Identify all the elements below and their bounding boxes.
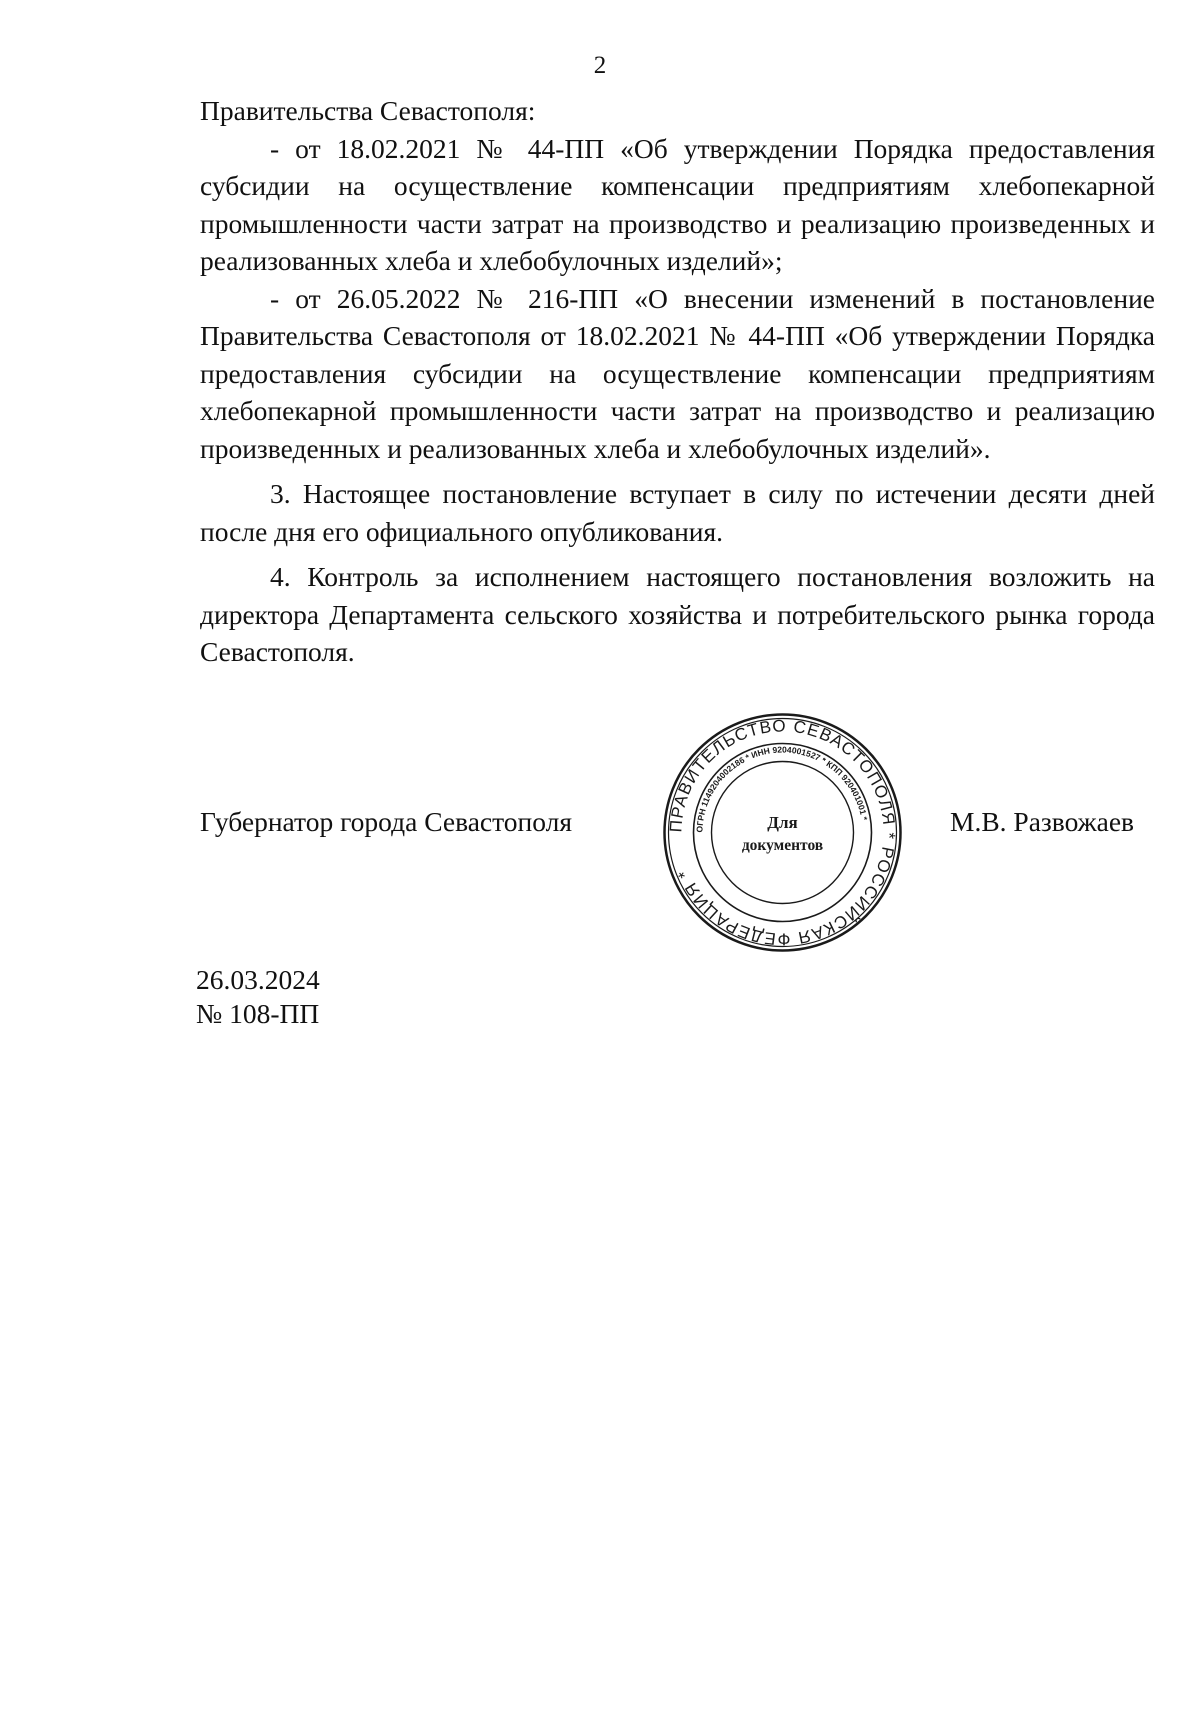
paragraph-3: 3. Настоящее постановление вступает в силу по истечении десяти дней после дня его официального опубликования. <box>200 478 1155 547</box>
document-body <box>200 92 1155 671</box>
official-seal <box>660 710 905 955</box>
seal-inner-ring <box>712 762 854 904</box>
seal-inner-text: ОГРН 1149204002186 * ИНН 9204001527 * КПП 920401001 * <box>694 744 870 833</box>
page-number: 2 <box>593 52 607 79</box>
seal-center-line2: документов <box>741 837 824 854</box>
seal-center-line1: Для <box>767 813 798 832</box>
paragraph-item-2: - от 26.05.2022 № 216-ПП «О внесении изменений в постановление Правительства Севастополя от 18.02.2021 № 44-ПП «Об утверждении Порядка предоставления субсидии на осуществление компенсации предприятиям хлебопекарной промышленности части затрат на производство и реализацию произведенных и реализованных хлеба и хлебобулочных изделий». <box>200 282 1155 464</box>
seal-outer-text: ПРАВИТЕЛЬСТВО СЕВАСТОПОЛЯ * РОССИЙСКАЯ ФЕДЕРАЦИЯ * <box>666 716 899 949</box>
signatory-name: М.В. Развожаев <box>950 806 1135 837</box>
document-date: 26.03.2024 <box>196 964 320 995</box>
signatory-position: Губернатор города Севастополя <box>200 806 572 837</box>
document-requisites <box>196 963 320 1031</box>
seal-middle-ring <box>694 744 872 922</box>
paragraph-4: 4. Контроль за исполнением настоящего постановления возложить на директора Департамента сельского хозяйства и потребительского рынка города Севастополя. <box>200 561 1155 667</box>
paragraph-item-1: - от 18.02.2021 № 44-ПП «Об утверждении Порядка предоставления субсидии на осуществление компенсации предприятиям хлебопекарной промышленности части затрат на производство и реализацию произведенных и реализованных хлеба и хлебобулочных изделий»; <box>200 132 1155 276</box>
paragraph-continuation: Правительства Севастополя: <box>200 95 536 126</box>
document-number: № 108-ПП <box>196 998 320 1029</box>
